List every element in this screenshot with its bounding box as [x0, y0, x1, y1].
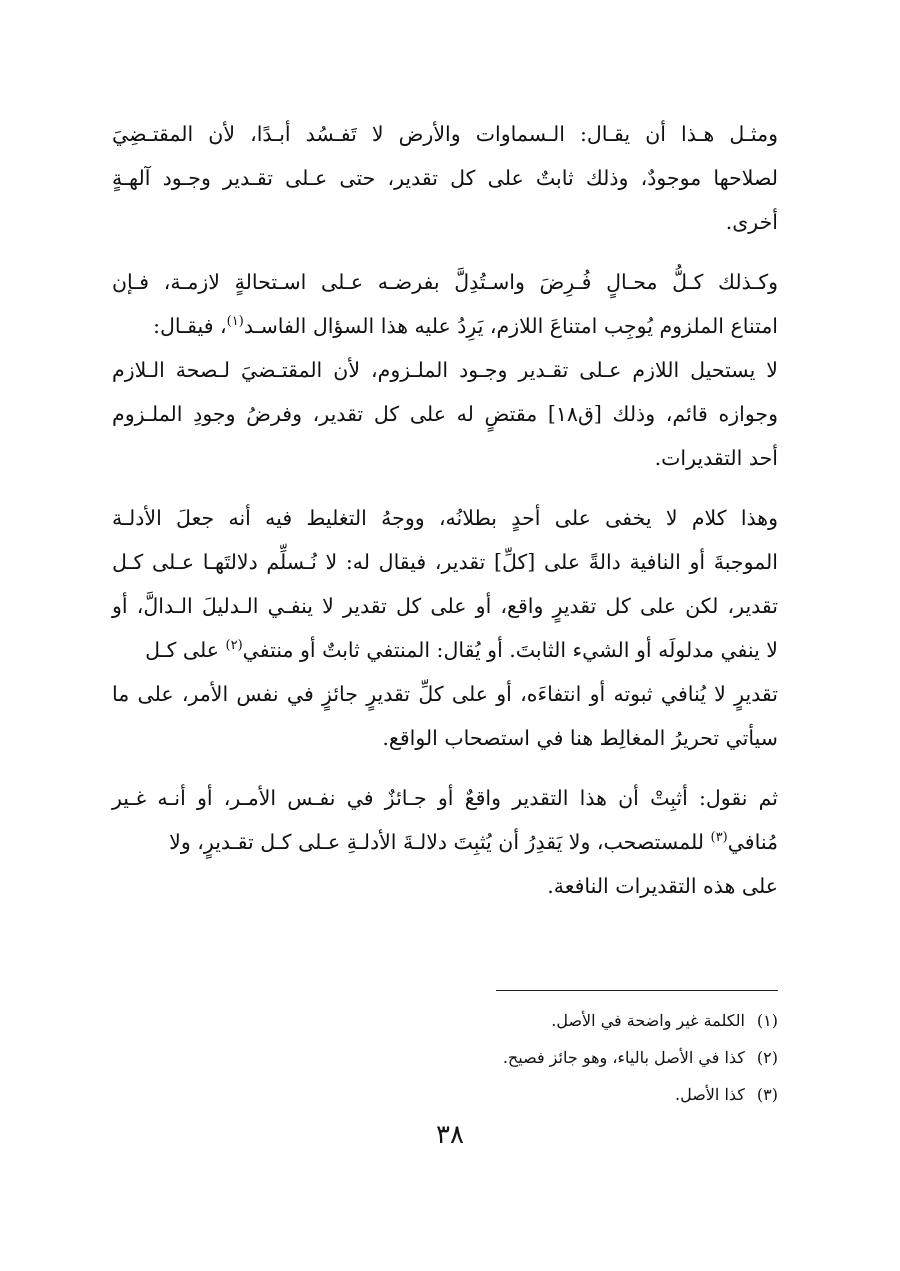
- text-line: لا يستحيل اللازم عـلى تقـدير وجـود الملـزوم، لأن المقتـضيَ لـصحة الـلازم: [112, 358, 778, 382]
- text-line: [112, 628, 778, 672]
- text-segment: ، فيقـال:: [153, 314, 227, 338]
- text-line: أحد التقديرات.: [654, 446, 778, 470]
- footnote-number: (١): [756, 1011, 778, 1030]
- text-line: وهذا كلام لا يخفى على أحدٍ بطلانُه، ووجهُ التغليط فيه أنه جعلَ الأدلـة: [112, 506, 778, 530]
- text-line: تقدير، لكن على كل تقديرٍ واقع، أو على كل تقدير لا ينفـي الـدليلَ الـدالَّ، أو: [112, 594, 779, 618]
- text-line: الموجبةَ أو النافية دالةً على [كلِّ] تقدير، فيقال له: لا نُـسلِّم دلالتَهـا عـلى كـل: [112, 550, 778, 574]
- footnote-divider: [496, 990, 778, 991]
- text-segment: على كـل: [145, 638, 226, 662]
- text-line: ثم نقول: أثبِتْ أن هذا التقدير واقعٌ أو جـائزٌ في نفـس الأمـر، أو أنـه غـير: [112, 786, 778, 810]
- text-line: تقديرٍ لا يُنافي ثبوته أو انتفاءَه، أو على كلِّ تقديرٍ جائزٍ في نفس الأمر، على ما: [112, 682, 778, 706]
- footnote-text: كذا في الأصل بالياء، وهو جائز فصيح.: [502, 1048, 745, 1067]
- footnote-text: الكلمة غير واضحة في الأصل.: [551, 1011, 745, 1030]
- text-line: لصلاحها موجودٌ، وذلك ثابتٌ على كل تقدير، حتى عـلى تقـدير وجـود آلهـةٍ: [112, 166, 778, 190]
- footnote-2: [112, 1039, 778, 1076]
- text-line: وجوازه قائم، وذلك [ق١٨] مقتضٍ له على كل تقدير، وفرضُ وجودِ الملـزوم: [112, 402, 778, 426]
- footnote-number: (٢): [756, 1048, 778, 1067]
- text-segment: امتناع الملزوم يُوجِب امتناعَ اللازم، يَرِدُ عليه هذا السؤال الفاسـد: [243, 314, 778, 338]
- footnote-text: كذا الأصل.: [675, 1085, 745, 1104]
- text-line: على هذه التقديرات النافعة.: [547, 874, 778, 898]
- text-line: سيأتي تحريرُ المغالِط هنا في استصحاب الواقع.: [382, 726, 778, 750]
- text-segment: مُنافي: [727, 830, 778, 854]
- footnote-ref-1[interactable]: (١): [226, 314, 244, 330]
- text-line: وكـذلك كـلُّ محـالٍ فُـرِضَ واسـتُدِلَّ بفرضـه عـلى اسـتحالةٍ لازمـة، فـإن: [112, 270, 778, 294]
- text-segment: لا ينفي مدلولَه أو الشيء الثابتَ. أو يُقال: المنتفي ثابتٌ أو منتفي: [242, 638, 778, 662]
- footnote-3: [112, 1076, 778, 1113]
- footnote-ref-3[interactable]: (٣): [710, 830, 728, 846]
- main-text: [112, 112, 778, 924]
- page-number: ٣٨: [436, 1120, 464, 1150]
- paragraph-3: [112, 496, 778, 760]
- paragraph-4: [112, 776, 778, 908]
- text-line: ومثـل هـذا أن يقـال: الـسماوات والأرض لا تَفـسُد أبـدًا، لأن المقتـضِيَ: [112, 122, 778, 146]
- footnote-1: [112, 1002, 778, 1039]
- footnote-number: (٣): [756, 1085, 778, 1104]
- paragraph-1: [112, 112, 778, 244]
- footnote-ref-2[interactable]: (٢): [225, 638, 243, 654]
- paragraph-2: [112, 260, 778, 480]
- text-line: أخرى.: [725, 210, 778, 234]
- text-line: [112, 304, 778, 348]
- text-line: [112, 820, 778, 864]
- footnotes: [112, 1002, 778, 1113]
- text-segment: للمستصحب، ولا يَقدِرُ أن يُثبِتَ دلالـةَ الأدلـةِ عـلى كـل تقـديرٍ، ولا: [169, 830, 711, 854]
